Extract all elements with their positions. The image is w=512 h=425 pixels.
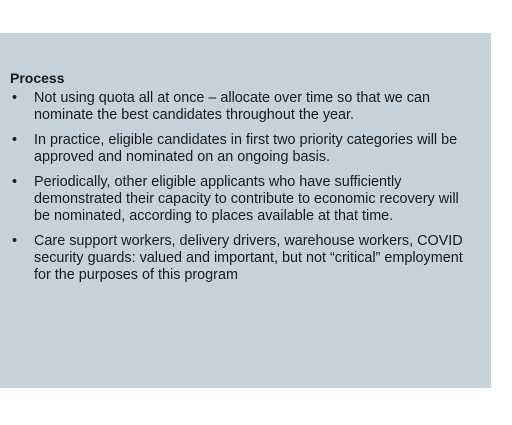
list-item-text: Care support workers, delivery drivers, warehouse workers, COVID security guards: valued and important, but not “critical” employment for the purposes of this program bbox=[34, 233, 463, 283]
bullet-list bbox=[10, 90, 477, 284]
list-item bbox=[10, 132, 477, 166]
list-item-text: Not using quota all at once – allocate over time so that we can nominate the best candidates throughout the year. bbox=[34, 90, 430, 123]
bullet-icon: • bbox=[12, 233, 18, 249]
list-item bbox=[10, 90, 477, 124]
bullet-icon: • bbox=[12, 174, 18, 190]
content-panel bbox=[0, 33, 491, 388]
bullet-icon: • bbox=[12, 90, 18, 106]
list-item-text: In practice, eligible candidates in first two priority categories will be approved and nominated on an ongoing basis. bbox=[34, 132, 458, 165]
list-item bbox=[10, 233, 477, 284]
bullet-icon: • bbox=[12, 132, 18, 148]
list-item-text: Periodically, other eligible applicants who have sufficiently demonstrated their capacity to contribute to economic recovery will be nominated, according to places available at that time. bbox=[34, 174, 459, 224]
section-heading: Process bbox=[10, 70, 65, 86]
list-item bbox=[10, 174, 477, 225]
